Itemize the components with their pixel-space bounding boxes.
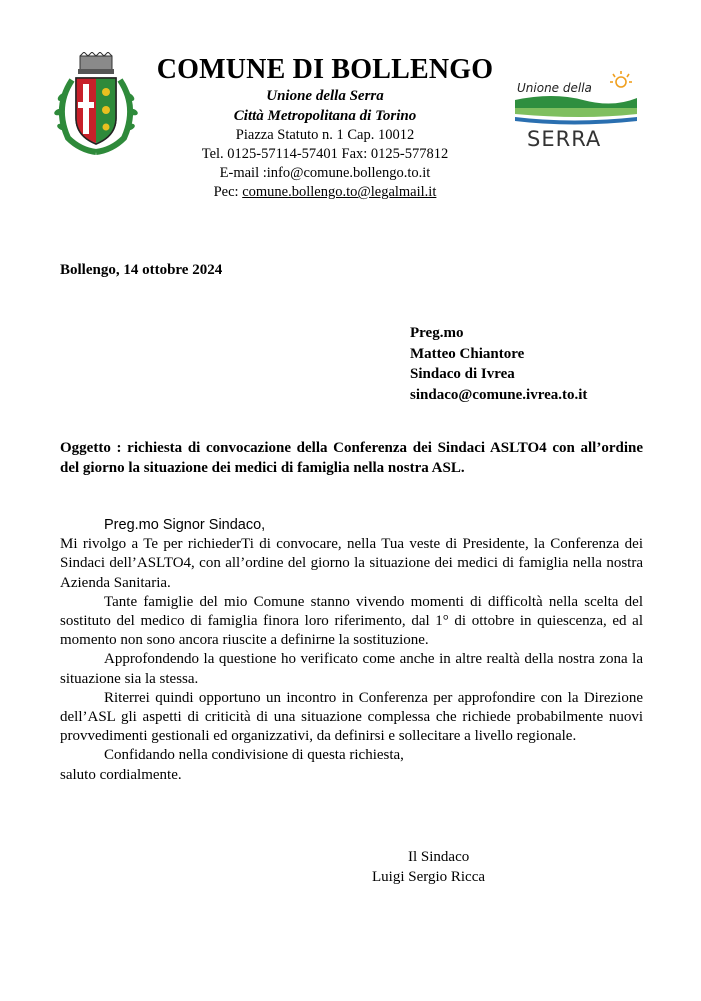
unione-della-serra-logo-icon xyxy=(513,70,639,152)
letter-subject: Oggetto : richiesta di convocazione della Conferenza dei Sindaci ASLTO4 con all’ordine del giorno la situazione dei medici di famiglia nella nostra ASL. xyxy=(60,440,643,476)
signature-title: Il Sindaco xyxy=(408,849,470,865)
recipient-block xyxy=(410,323,587,405)
email: E-mail :info@comune.bollengo.to.it xyxy=(219,165,431,181)
pec xyxy=(150,183,500,202)
logo-bottom-text: SERRA xyxy=(527,127,602,151)
coat-of-arms-icon xyxy=(50,52,142,156)
recipient-role: Sindaco di Ivrea xyxy=(410,366,515,382)
metropolitan-city: Città Metropolitana di Torino xyxy=(233,108,417,124)
letterhead xyxy=(150,54,500,202)
logo-top-text: Unione della xyxy=(517,81,592,95)
salutation: Preg.mo Signor Sindaco, xyxy=(104,517,266,533)
recipient-email: sindaco@comune.ivrea.to.it xyxy=(410,386,588,403)
address: Piazza Statuto n. 1 Cap. 10012 xyxy=(235,127,415,143)
signature-name: Luigi Sergio Ricca xyxy=(372,869,486,885)
letter-date: Bollengo, 14 ottobre 2024 xyxy=(60,262,223,278)
signature-block xyxy=(372,847,485,887)
paragraph-5: Confidando nella condivisione di questa richiesta, xyxy=(104,747,404,764)
paragraph-1: Mi rivolgo a Te per richiederTi di convocare, nella Tua veste di Presidente, la Conferenza dei Sindaci dell’ASLTO4, con all’ordine del giorno la situazione dei medici di famiglia nella nostra Azienda Sanitaria. xyxy=(60,536,643,591)
recipient-name: Matteo Chiantore xyxy=(410,345,525,362)
recipient-honorific: Preg.mo xyxy=(410,325,464,341)
letter-body xyxy=(60,516,643,785)
pec-link[interactable]: comune.bollengo.to@legalmail.it xyxy=(242,184,437,200)
closing: saluto cordialmente. xyxy=(60,766,182,783)
pec-label: Pec: xyxy=(213,184,243,200)
paragraph-4: Riterrei quindi opportuno un incontro in Conferenza per approfondire con la Direzione dell’ASL gli aspetti di criticità di una situazione complessa che richiede probabilmente nuovi provvedimenti gestionali ed organizzativi, da definirsi e sollecitare a livello regionale. xyxy=(60,689,643,745)
municipality-name: COMUNE DI BOLLENGO xyxy=(156,54,494,85)
paragraph-2: Tante famiglie del mio Comune stanno vivendo momenti di difficoltà nella scelta del sostituto del medico di famiglia finora loro riferimento, dal 1° di ottobre in quiescenza, ed al momento non sono ancora riuscite a definirne la sostituzione. xyxy=(60,593,643,649)
paragraph-3: Approfondendo la questione ho verificato come anche in altre realtà della nostra zona la situazione sia la stessa. xyxy=(60,651,643,687)
phone-fax: Tel. 0125-57114-57401 Fax: 0125-577812 xyxy=(201,146,449,162)
union-name: Unione della Serra xyxy=(266,88,384,104)
